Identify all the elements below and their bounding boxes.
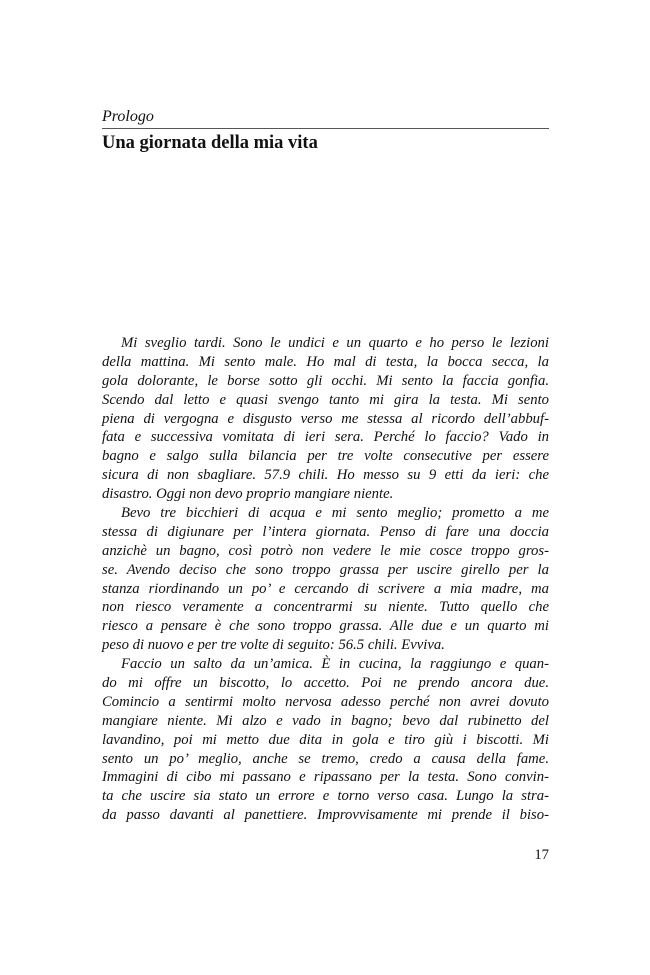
text-line: Immagini di cibo mi passano e ripassano per la testa. Sono convin- xyxy=(102,769,549,786)
text-line: fata e successiva vomitata di ieri sera. Perché lo faccio? Vado in xyxy=(102,429,549,446)
text-line: sicura di non sbagliare. 57.9 chili. Ho messo su 9 etti da ieri: che xyxy=(102,467,549,484)
chapter-label: Prologo xyxy=(102,108,154,125)
text-line: mangiare niente. Mi alzo e vado in bagno; bevo dal rubinetto del xyxy=(102,712,549,729)
text-line: Mi sveglio tardi. Sono le undici e un quarto e ho perso le lezioni xyxy=(121,335,549,351)
text-line: piena di vergogna e disgusto verso me stessa al ricordo dell’abbuf- xyxy=(102,410,549,427)
chapter-divider xyxy=(102,128,549,129)
text-line: gola dolorante, le borse sotto gli occhi. Mi sento la faccia gonfia. xyxy=(102,372,549,389)
text-line: non riesco veramente a concentrarmi su niente. Tutto quello che xyxy=(102,599,549,616)
page-number: 17 xyxy=(534,847,549,863)
text-line: lavandino, poi mi metto due dita in gola e tiro giù i biscotti. Mi xyxy=(102,731,549,748)
text-line: ta che uscire sia stato un errore e torno verso casa. Lungo la stra- xyxy=(102,788,549,805)
text-line: riesco a pensare è che sono troppo grassa. Alle due e un quarto mi xyxy=(102,618,549,635)
text-line: della mattina. Mi sento male. Ho mal di testa, la bocca secca, la xyxy=(102,353,549,370)
text-line: stessa di digiunare per l’intera giornata. Penso di fare una doccia xyxy=(102,523,549,540)
text-line: peso di nuovo e per tre volte di seguito: 56.5 chili. Evviva. xyxy=(102,637,445,654)
text-line: stanza riordinando un po’ e cercando di scrivere a mia madre, ma xyxy=(102,580,549,597)
text-line: anzichè un bagno, così potrò non vedere le mie cosce troppo gros- xyxy=(102,542,549,559)
text-line: se. Avendo deciso che sono troppo grassa per uscire girello per la xyxy=(102,561,549,578)
text-line: Comincio a sentirmi molto nervosa adesso perché non avrei dovuto xyxy=(102,693,549,710)
text-line: Bevo tre bicchieri di acqua e mi sento meglio; prometto a me xyxy=(121,505,549,522)
text-line: Faccio un salto da un’amica. È in cucina, la raggiungo e quan- xyxy=(121,656,549,673)
text-line: sento un po’ meglio, anche se tremo, credo a causa della fame. xyxy=(102,750,549,767)
chapter-title: Una giornata della mia vita xyxy=(102,133,318,153)
body-text xyxy=(102,334,549,825)
text-line: bagno e salgo sulla bilancia per tre volte consecutive per essere xyxy=(102,448,549,465)
text-line: Scendo dal letto e quasi svengo tanto mi gira la testa. Mi sento xyxy=(102,391,549,408)
text-line: disastro. Oggi non devo proprio mangiare niente. xyxy=(102,486,394,503)
text-line: do mi offre un biscotto, lo accetto. Poi ne prendo ancora due. xyxy=(102,675,549,692)
text-line: da passo davanti al panettiere. Improvvisamente mi prende il biso- xyxy=(102,807,549,824)
